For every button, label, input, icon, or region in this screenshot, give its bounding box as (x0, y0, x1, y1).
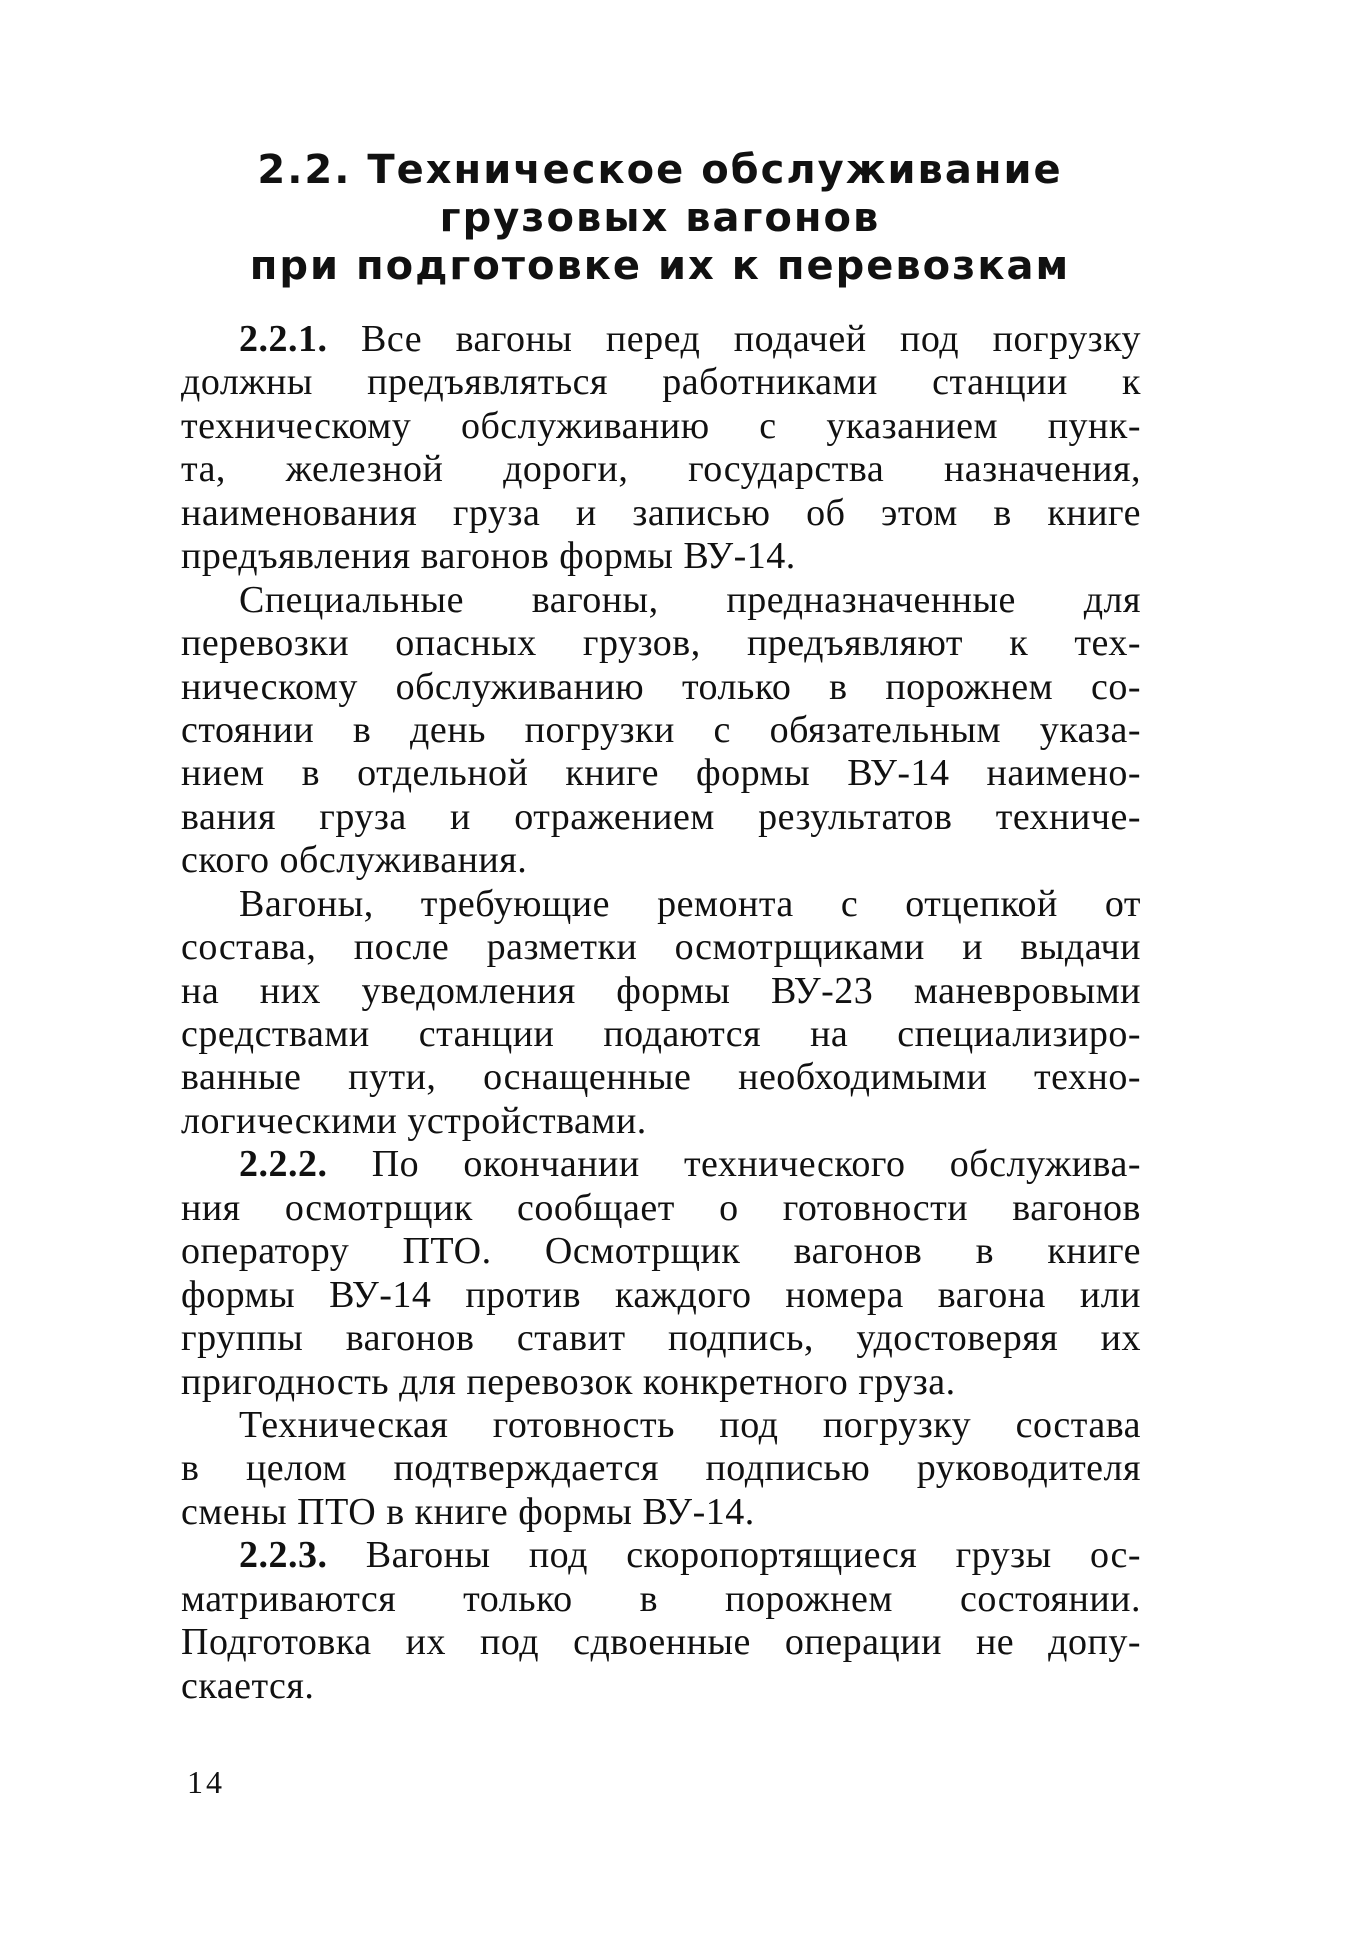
text-line: Подготовка их под сдвоенные операции не допу- (181, 1621, 1141, 1664)
text-line: скается. (181, 1664, 315, 1707)
text-line: ническому обслуживанию только в порожнем со- (181, 665, 1141, 708)
section-heading-line: при подготовке их к перевозкам (249, 243, 1071, 289)
text-line: на них уведомления формы ВУ-23 маневровыми (181, 969, 1141, 1012)
paragraph-repair-wagons (181, 883, 1141, 1144)
paragraph-technical-readiness (181, 1404, 1141, 1534)
clause-number: 2.2.2. (239, 1143, 328, 1186)
text-line: оператору ПТО. Осмотрщик вагонов в книге (181, 1230, 1141, 1273)
text-line: наименования груза и записью об этом в книге (181, 491, 1141, 534)
section-heading-line: 2.2. Техническое обслуживание (257, 147, 1063, 193)
text-line: группы вагонов ставит подпись, удостоверяя их (181, 1317, 1141, 1360)
text-line: перевозки опасных грузов, предъявляют к тех- (181, 622, 1141, 665)
text-line: Техническая готовность под погрузку состава (239, 1403, 1141, 1446)
text-line: предъявления вагонов формы ВУ-14. (181, 535, 796, 578)
text-line: в целом подтверждается подписью руководителя (181, 1447, 1141, 1490)
text-line: формы ВУ-14 против каждого номера вагона или (181, 1273, 1141, 1316)
text-line: 2.2.2. По окончании технического обслужива- (239, 1143, 1141, 1186)
text-line: должны предъявляться работниками станции к (181, 361, 1141, 404)
text-line: смены ПТО в книге формы ВУ-14. (181, 1490, 755, 1533)
text-line: нием в отдельной книге формы ВУ-14 наимено- (181, 752, 1141, 795)
text-line: техническому обслуживанию с указанием пунк- (181, 404, 1141, 447)
paragraph-2-2-2 (181, 1143, 1141, 1404)
paragraph-special-wagons (181, 579, 1141, 883)
text-line: пригодность для перевозок конкретного груза. (181, 1360, 956, 1403)
body-text (181, 318, 1141, 1708)
section-heading (180, 146, 1140, 290)
text-line: ванные пути, оснащенные необходимыми техно- (181, 1056, 1141, 1099)
text-line: матриваются только в порожнем состоянии. (181, 1577, 1141, 1620)
text-line: Специальные вагоны, предназначенные для (239, 578, 1141, 621)
text-line: логическими устройствами. (181, 1099, 647, 1142)
text-line: Вагоны, требующие ремонта с отцепкой от (239, 882, 1141, 925)
paragraph-2-2-3 (181, 1534, 1141, 1708)
text-line: стоянии в день погрузки с обязательным указа- (181, 708, 1141, 751)
text-line: вания груза и отражением результатов техниче- (181, 795, 1141, 838)
text-line: 2.2.1. Все вагоны перед подачей под погрузку (239, 318, 1141, 360)
text-line: та, железной дороги, государства назначения, (181, 448, 1141, 491)
text-line: ского обслуживания. (181, 839, 528, 882)
clause-number: 2.2.3. (239, 1534, 328, 1577)
paragraph-2-2-1 (181, 318, 1141, 579)
text-line: состава, после разметки осмотрщиками и выдачи (181, 926, 1141, 969)
page-number: 14 (187, 1764, 225, 1800)
text-line: 2.2.3. Вагоны под скоропортящиеся грузы ос- (239, 1534, 1141, 1577)
section-heading-line: грузовых вагонов (439, 195, 881, 241)
text-line: средствами станции подаются на специализиро- (181, 1013, 1141, 1055)
text-line: ния осмотрщик сообщает о готовности вагонов (181, 1186, 1141, 1229)
clause-number: 2.2.1. (239, 318, 328, 360)
